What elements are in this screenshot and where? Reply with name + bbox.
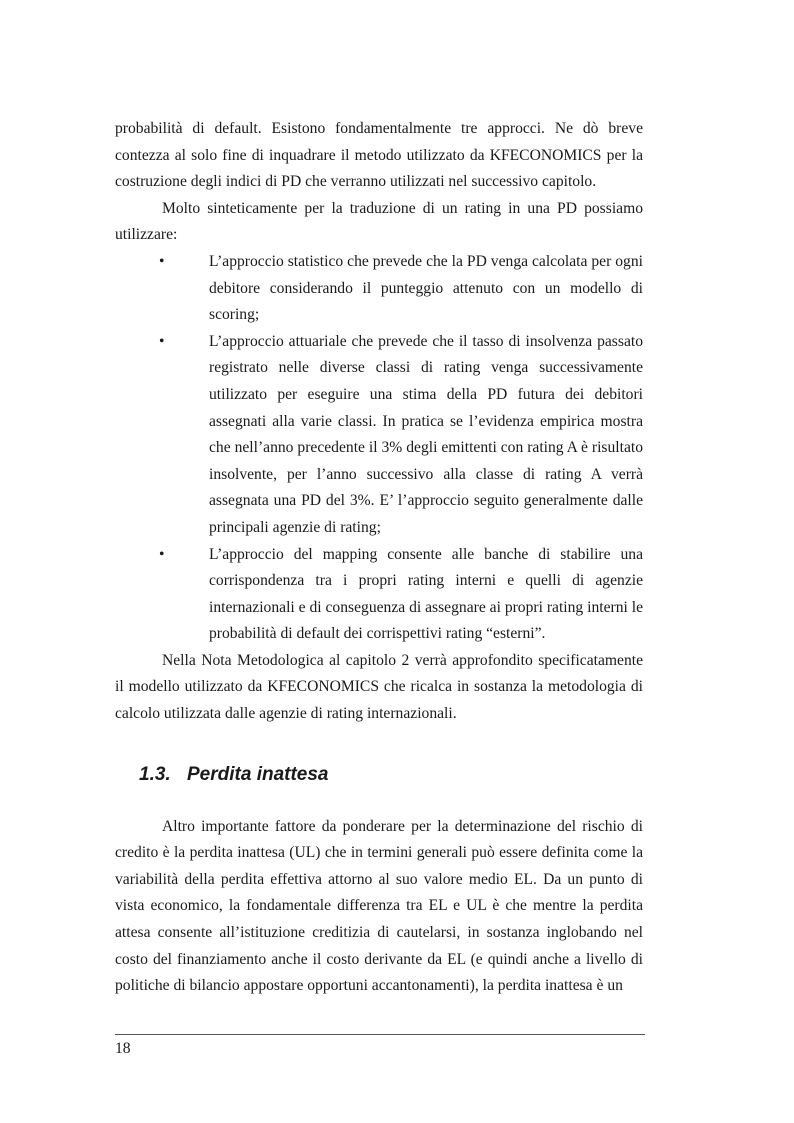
bullet-icon: • [159,545,165,563]
list-item-statistical [115,249,643,329]
footer-divider [115,1034,645,1035]
paragraph-unexpected-loss: Altro importante fattore da ponderare per la determinazione del rischio di credito è la perdita inattesa (UL) che in termini generali può essere definita come la variabilità della perdita effettiva attorno al suo valore medio EL. Da un punto di vista economico, la fondamentale differenza tra EL e UL è che mentre la perdita attesa consente all’istituzione creditizia di cautelarsi, in sostanza inglobando nel costo del finanziamento anche il costo derivante da EL (e quindi anche a livello di politiche di bilancio appostare opportuni accantonamenti), la perdita inattesa è un [115,817,643,995]
paragraph-intro: probabilità di default. Esistono fondamentalmente tre approcci. Ne dò breve contezza al solo fine di inquadrare il metodo utilizzato da KFECONOMICS per la costruzione degli indici di PD che verranno utilizzati nel successivo capitolo. [115,120,643,191]
paragraph-methodology: Nella Nota Metodologica al capitolo 2 verrà approfondito specificatamente il modello utilizzato da KFECONOMICS che ricalca in sostanza la metodologia di calcolo utilizzata dalle agenzie di rating internazionali. [115,651,643,723]
page-body [115,116,643,1000]
approaches-list [115,249,643,648]
list-item-text: L’approccio statistico che prevede che la PD venga calcolata per ogni debitore considerando il punteggio attenuto con un modello di scoring; [209,252,643,324]
list-item-actuarial [115,329,643,542]
list-item-mapping [115,542,643,648]
bullet-icon: • [159,252,165,270]
section-title: Perdita inattesa [187,763,329,785]
page-number: 18 [115,1040,131,1057]
list-item-text: L’approccio attuariale che prevede che il tasso di insolvenza passato registrato nelle diverse classi di rating venga successivamente utilizzato per eseguire una stima della PD futura dei debitori assegnati alla varie classi. In pratica se l’evidenza empirica mostra che nell’anno precedente il 3% degli emittenti con rating A è risultato insolvente, per l’anno successivo alla classe di rating A verrà assegnata una PD del 3%. E’ l’approccio seguito generalmente dalle principali agenzie di rating; [209,332,643,536]
section-number: 1.3. [139,763,171,785]
list-item-text: L’approccio del mapping consente alle banche di stabilire una corrispondenza tra i propri rating interni e quelli di agenzie internazionali e di conseguenza di assegnare ai propri rating interni le probabilità di default dei corrispettivi rating “esterni”. [209,545,643,643]
bullet-icon: • [159,332,165,350]
section-heading [139,762,643,788]
paragraph-approaches: Molto sinteticamente per la traduzione di un rating in una PD possiamo utilizzare: [115,199,643,244]
